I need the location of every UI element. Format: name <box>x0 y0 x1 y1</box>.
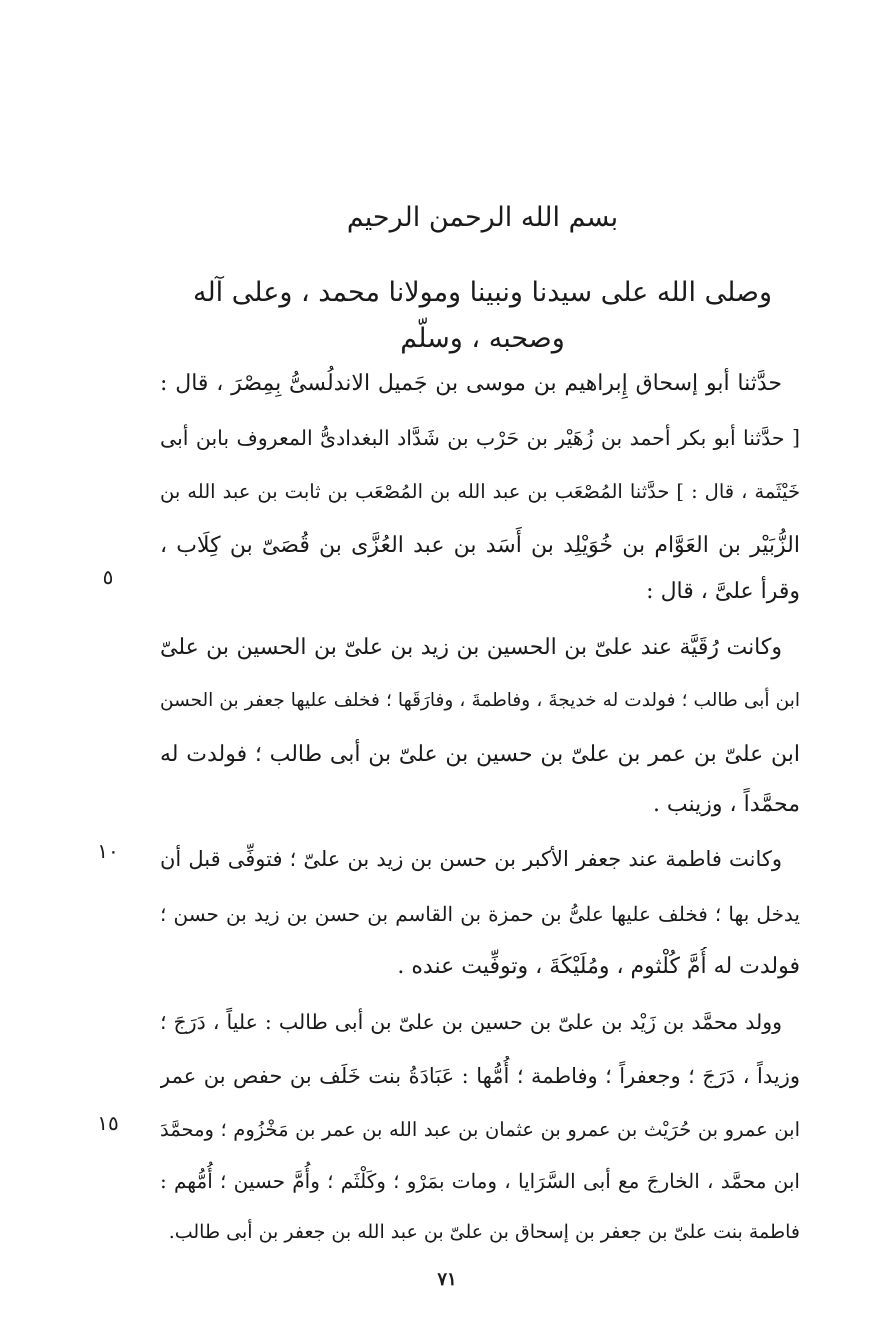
paragraph-3-line-3: فولدت له أُمَّ كُلْثوم ، ومُلَيْكَةَ ، وتوفِّيت عنده . <box>397 954 800 979</box>
paragraph-4-line-1: وولد محمَّد بن زَيْد بن علىّ بن حسين بن علىّ بن أبى طالب : علياً ، دَرَجَ ؛ <box>160 1010 782 1034</box>
paragraph-2-line-2: ابن أبى طالب ؛ فولدت له خديجةَ ، وفاطمةَ ، وفارَقَها ؛ فخلف عليها جعفر بن الحسن <box>160 690 800 711</box>
paragraph-2-line-3: ابن علىّ بن عمر بن علىّ بن حسين بن علىّ بن أبى طالب ؛ فولدت له <box>160 742 800 767</box>
paragraph-4-line-4: ابن محمَّد ، الخارجَ مع أبى السَّرَايا ، ومات بمَرْو ؛ وكَلْثَم ؛ وأُمَّ حسين ؛ أُمُّهم : <box>160 1169 800 1193</box>
paragraph-2-line-1: وكانت رُقَيَّة عند علىّ بن الحسين بن زيد بن علىّ بن الحسين بن علىّ <box>160 635 782 660</box>
paragraph-3-line-2: يدخل بها ؛ فخلف عليها علىُّ بن حمزة بن القاسم بن حسن بن زيد بن حسن ؛ <box>160 902 800 926</box>
paragraph-3-line-1: وكانت فاطمة عند جعفر الأكبر بن حسن بن زيد بن علىّ ؛ فتوفِّى قبل أن <box>160 847 782 871</box>
paragraph-1-line-5: وقرأ علىَّ ، قال : <box>646 579 800 604</box>
line-marker-15: ١٥ <box>97 1111 119 1135</box>
page-number: ٧١ <box>437 1269 457 1290</box>
paragraph-2-line-4: محمَّداً ، وزينب . <box>652 792 800 817</box>
paragraph-4-line-5: فاطمة بنت علىّ بن جعفر بن إسحاق بن علىّ بن عبد الله بن جعفر بن أبى طالب. <box>168 1221 800 1243</box>
paragraph-1-line-1: حدَّثنا أبو إسحاق إِبراهيم بن موسى بن جَميل الاندلُسىُّ بِمِصْرَ ، قال : <box>160 371 782 396</box>
paragraph-4-line-2: وزيداً ، دَرَجَ ؛ وجعفراً ؛ وفاطمة ؛ أُمُّها : عَبَادَةُ بنت خَلَف بن حفص بن عمر <box>160 1064 800 1088</box>
line-marker-10: ١٠ <box>97 839 119 863</box>
salawat-heading: وصلى الله على سيدنا ونبينا ومولانا محمد ، وعلى آله وصحبه ، وسلّم <box>192 277 773 354</box>
paragraph-4-line-3: ابن عمرو بن حُرَيْث بن عمرو بن عثمان بن عبد الله بن عمر بن مَخْزُوم ؛ ومحمَّدَ <box>160 1118 800 1141</box>
paragraph-1-line-3: خَيْثَمة ، قال : ] حدَّثنا المُصْعَب بن عبد الله بن المُصْعَب بن ثابت بن عبد الله بن <box>160 480 800 503</box>
paragraph-1-line-2: [ حدَّثنا أبو بكر أحمد بن زُهَيْر بن حَرْب بن شَدَّاد البغدادىُّ المعروف بابن أبى <box>160 426 800 450</box>
paragraph-1-line-4: الزُّبَيْر بن العَوَّام بن خُوَيْلِد بن أَسَد بن عبد العُزَّى بن قُصَىّ بن كِلَاب ، <box>160 533 800 558</box>
line-marker-5: ٥ <box>102 565 114 589</box>
basmala-heading: بسم الله الرحمن الرحيم <box>346 202 619 233</box>
